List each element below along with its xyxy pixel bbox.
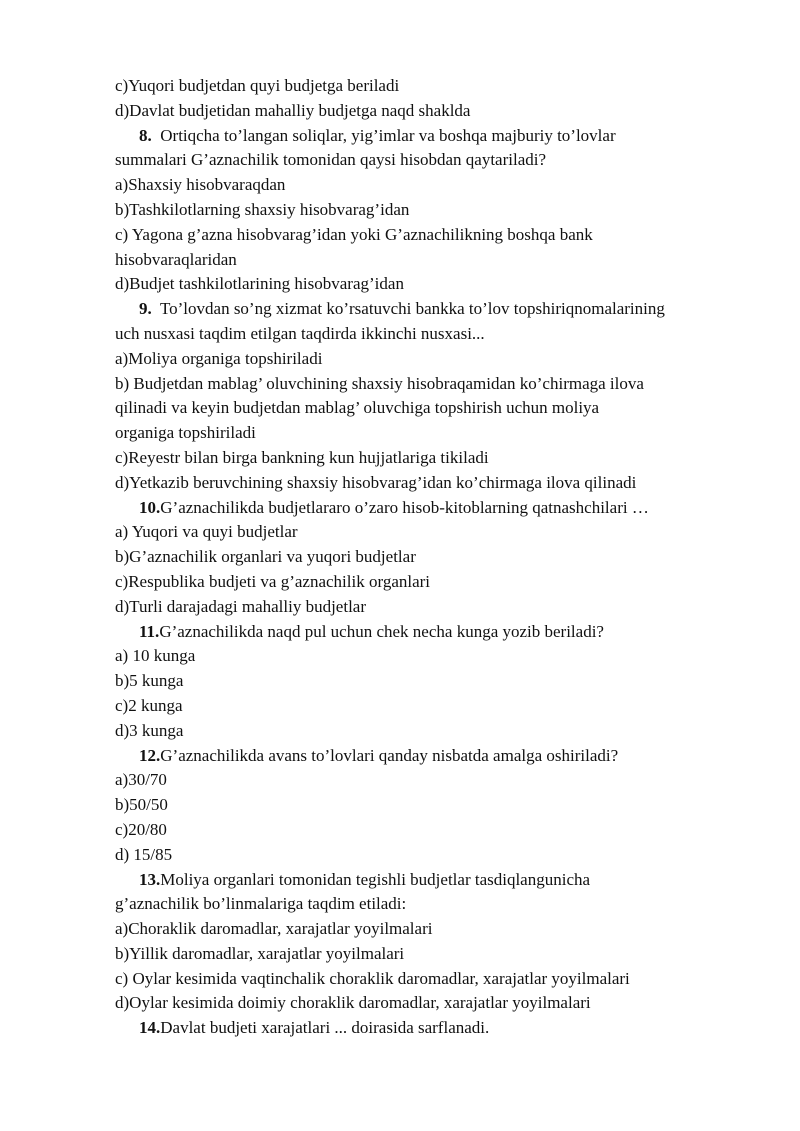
text-line: c)Respublika budjeti va g’aznachilik organlari xyxy=(115,571,431,591)
text-line: qilinadi va keyin budjetdan mablag’ oluvchiga topshirish uchun moliya xyxy=(115,398,600,418)
text-line: d)Oylar kesimida doimiy choraklik daromadlar, xarajatlar yoyilmalari xyxy=(115,993,591,1013)
question-line xyxy=(115,1016,730,1041)
text-line: uch nusxasi taqdim etilgan taqdirda ikkinchi nusxasi... xyxy=(115,323,485,343)
question-line xyxy=(115,496,730,521)
question-line xyxy=(115,868,730,893)
question-number: 10. xyxy=(139,497,161,517)
text-line: hisobvaraqlaridan xyxy=(115,249,237,269)
question-text: Davlat budjeti xarajatlari ... doirasida sarflanadi. xyxy=(160,1018,490,1038)
text-line: d) 15/85 xyxy=(115,844,173,864)
question-text: Moliya organlari tomonidan tegishli budjetlar tasdiqlangunicha xyxy=(160,869,591,889)
text-line: summalari G’aznachilik tomonidan qaysi hisobdan qaytariladi? xyxy=(115,150,547,170)
text-line: d)3 kunga xyxy=(115,720,184,740)
text-line: c)2 kunga xyxy=(115,695,183,715)
text-line: c)Yuqori budjetdan quyi budjetga beriladi xyxy=(115,76,400,95)
question-number: 13. xyxy=(139,869,161,889)
text-line: a)Shaxsiy hisobvaraqdan xyxy=(115,175,286,195)
question-text: G’aznachilikda budjetlararo o’zaro hisob-kitoblarning qatnashchilari … xyxy=(160,497,649,517)
text-line: c) Oylar kesimida vaqtinchalik choraklik daromadlar, xarajatlar yoyilmalari xyxy=(115,968,630,988)
text-line: b)Tashkilotlarning shaxsiy hisobvarag’idan xyxy=(115,199,410,219)
question-line xyxy=(115,124,730,149)
document-body xyxy=(115,74,730,1041)
text-line: b)5 kunga xyxy=(115,671,184,691)
text-line: organiga topshiriladi xyxy=(115,423,256,443)
text-line: c) Yagona g’azna hisobvarag’idan yoki G’aznachilikning boshqa bank xyxy=(115,224,593,244)
text-line: a) Yuqori va quyi budjetlar xyxy=(115,522,298,542)
question-text: Ortiqcha to’langan soliqlar, yig’imlar va boshqa majburiy to’lovlar xyxy=(151,125,616,145)
text-line: d)Yetkazib beruvchining shaxsiy hisobvarag’idan ko’chirmaga ilova qilinadi xyxy=(115,472,637,492)
text-line: c)20/80 xyxy=(115,819,167,839)
question-text: G’aznachilikda naqd pul uchun chek necha kunga yozib beriladi? xyxy=(159,621,604,641)
text-line: a)Moliya organiga topshiriladi xyxy=(115,348,323,368)
question-text: To’lovdan so’ng xizmat ko’rsatuvchi bankka to’lov topshiriqnomalarining xyxy=(151,299,665,319)
text-line: b)G’aznachilik organlari va yuqori budjetlar xyxy=(115,547,416,567)
question-number: 8. xyxy=(139,125,152,145)
text-line: c)Reyestr bilan birga bankning kun hujjatlariga tikiladi xyxy=(115,447,489,467)
question-number: 12. xyxy=(139,745,161,765)
question-number: 11. xyxy=(139,621,160,641)
text-line: d)Davlat budjetidan mahalliy budjetga naqd shaklda xyxy=(115,100,471,120)
text-line: b)Yillik daromadlar, xarajatlar yoyilmalari xyxy=(115,943,405,963)
question-text: G’aznachilikda avans to’lovlari qanday nisbatda amalga oshiriladi? xyxy=(160,745,619,765)
question-line xyxy=(115,620,730,645)
text-line: b)50/50 xyxy=(115,795,168,815)
text-line: a)30/70 xyxy=(115,770,167,790)
question-number: 9. xyxy=(139,299,152,319)
text-line: b) Budjetdan mablag’ oluvchining shaxsiy hisobraqamidan ko’chirmaga ilova xyxy=(115,373,644,393)
text-line: d)Turli darajadagi mahalliy budjetlar xyxy=(115,596,366,616)
question-line xyxy=(115,297,730,322)
text-line: d)Budjet tashkilotlarining hisobvarag’idan xyxy=(115,274,404,294)
text-line: a) 10 kunga xyxy=(115,646,196,666)
question-number: 14. xyxy=(139,1018,161,1038)
text-line: a)Choraklik daromadlar, xarajatlar yoyilmalari xyxy=(115,919,433,939)
question-line xyxy=(115,744,730,769)
text-line: g’aznachilik bo’linmalariga taqdim etiladi: xyxy=(115,894,407,914)
